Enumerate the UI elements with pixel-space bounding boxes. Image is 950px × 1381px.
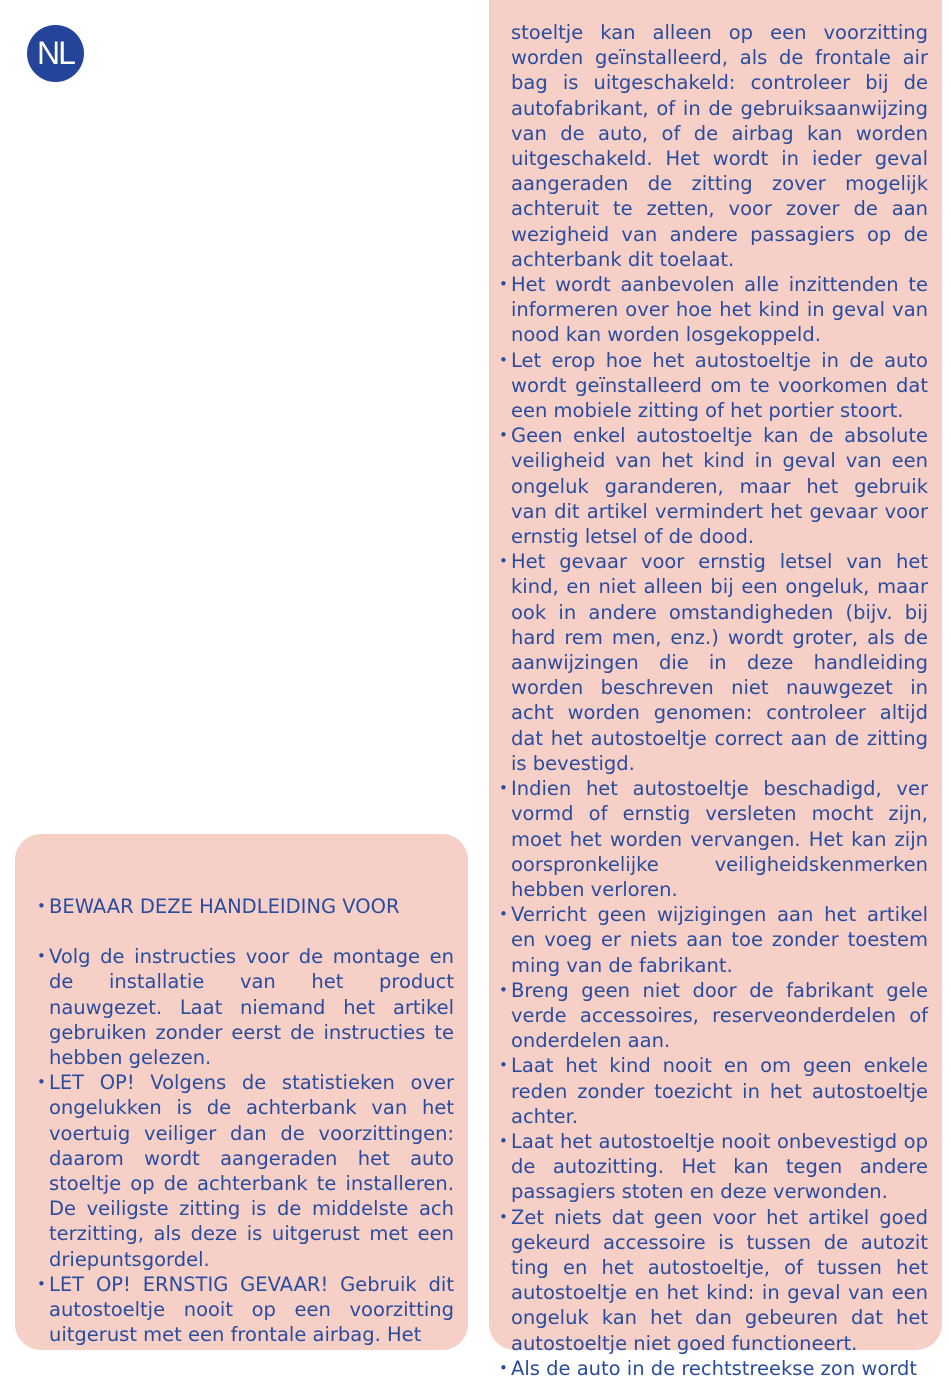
list-item: • BEWAAR DEZE HANDLEIDING VOOR: [37, 894, 454, 919]
language-badge: [27, 25, 84, 82]
list-item: • LET OP! ERNSTIG GEVAAR! Gebruik dit autostoeltje nooit op een voorzitting uitgerust met een frontale airbag. Het: [37, 1272, 454, 1348]
left-text-panel: [15, 834, 468, 1350]
list-item: • Laat het kind nooit en om geen enkele reden zonder toezicht in het autostoeltje achter.: [499, 1053, 928, 1129]
list-item: • Breng geen niet door de fabrikant gele verde accessoires, reserveonderdelen of onderdelen aan.: [499, 978, 928, 1054]
left-instruction-list: [37, 894, 454, 1347]
list-item: • Het wordt aanbevolen alle inzittenden te informeren over hoe het kind in geval van nood kan worden losgekoppeld.: [499, 272, 928, 348]
list-item: • Volg de instructies voor de montage en de installatie van het product nauwgezet. Laat niemand het artikel gebruiken zonder eerst de instructies te hebben gelezen.: [37, 944, 454, 1070]
list-item: • LET OP! Volgens de statistieken over ongelukken is de achterbank van het voertuig veiliger dan de voorzittingen: daarom wordt aangeraden het auto stoeltje op de achterbank te installeren. De veiligste zitting is de middelste ach terzitting, als deze is uitgerust met een driepuntsgordel.: [37, 1070, 454, 1272]
list-item: • Geen enkel autostoeltje kan de absolute veiligheid van het kind in geval van een ongeluk garanderen, maar het gebruik van dit artikel vermindert het gevaar voor ernstig letsel of de dood.: [499, 423, 928, 549]
list-item: • Verricht geen wijzigingen aan het artikel en voeg er niets aan toe zonder toestem ming van de fabrikant.: [499, 902, 928, 978]
continued-paragraph: stoeltje kan alleen op een voorzitting worden geïnstalleerd, als de frontale air bag is uitgeschakeld: controleer bij de autofabrikant, of in de gebruiksaanwijzing van de auto, of de airbag kan worden uitgeschakeld. Het wordt in ieder geval aangeraden de zitting zover mogelijk achteruit te zetten, voor zover de aan wezigheid van andere passagiers op de achterbank dit toelaat.: [511, 21, 928, 271]
list-item: • Let erop hoe het autostoeltje in de auto wordt geïnstalleerd om te voorkomen dat een mobiele zitting of het portier stoort.: [499, 348, 928, 424]
list-item: • Zet niets dat geen voor het artikel goed gekeurd accessoire is tussen de autozit ting en het autostoeltje, of tussen het autostoeltje en het kind: in geval van een ongeluk kan het dan gebeuren dat het autostoeltje niet goed functioneert.: [499, 1205, 928, 1356]
right-instruction-list: [499, 20, 928, 1381]
language-badge-label: NL: [37, 35, 74, 71]
list-item: • Als de auto in de rechtstreekse zon wordt: [499, 1356, 928, 1381]
list-item: • Indien het autostoeltje beschadigd, ver vormd of ernstig versleten mocht zijn, moet het worden vervangen. Het kan zijn oorspronkelijke veiligheidskenmerken hebben verloren.: [499, 776, 928, 902]
right-text-panel: [489, 0, 942, 1380]
list-item: • Laat het autostoeltje nooit onbevestigd op de autozitting. Het kan tegen andere passagiers stoten en deze verwonden.: [499, 1129, 928, 1205]
list-item: • Het gevaar voor ernstig letsel van het kind, en niet alleen bij een ongeluk, maar ook in andere omstandigheden (bijv. bij hard rem men, enz.) wordt groter, als de aanwijzingen die in deze handleiding worden beschreven niet nauwgezet in acht worden genomen: controleer altijd dat het autostoeltje correct aan de zitting is bevestigd.: [499, 549, 928, 776]
